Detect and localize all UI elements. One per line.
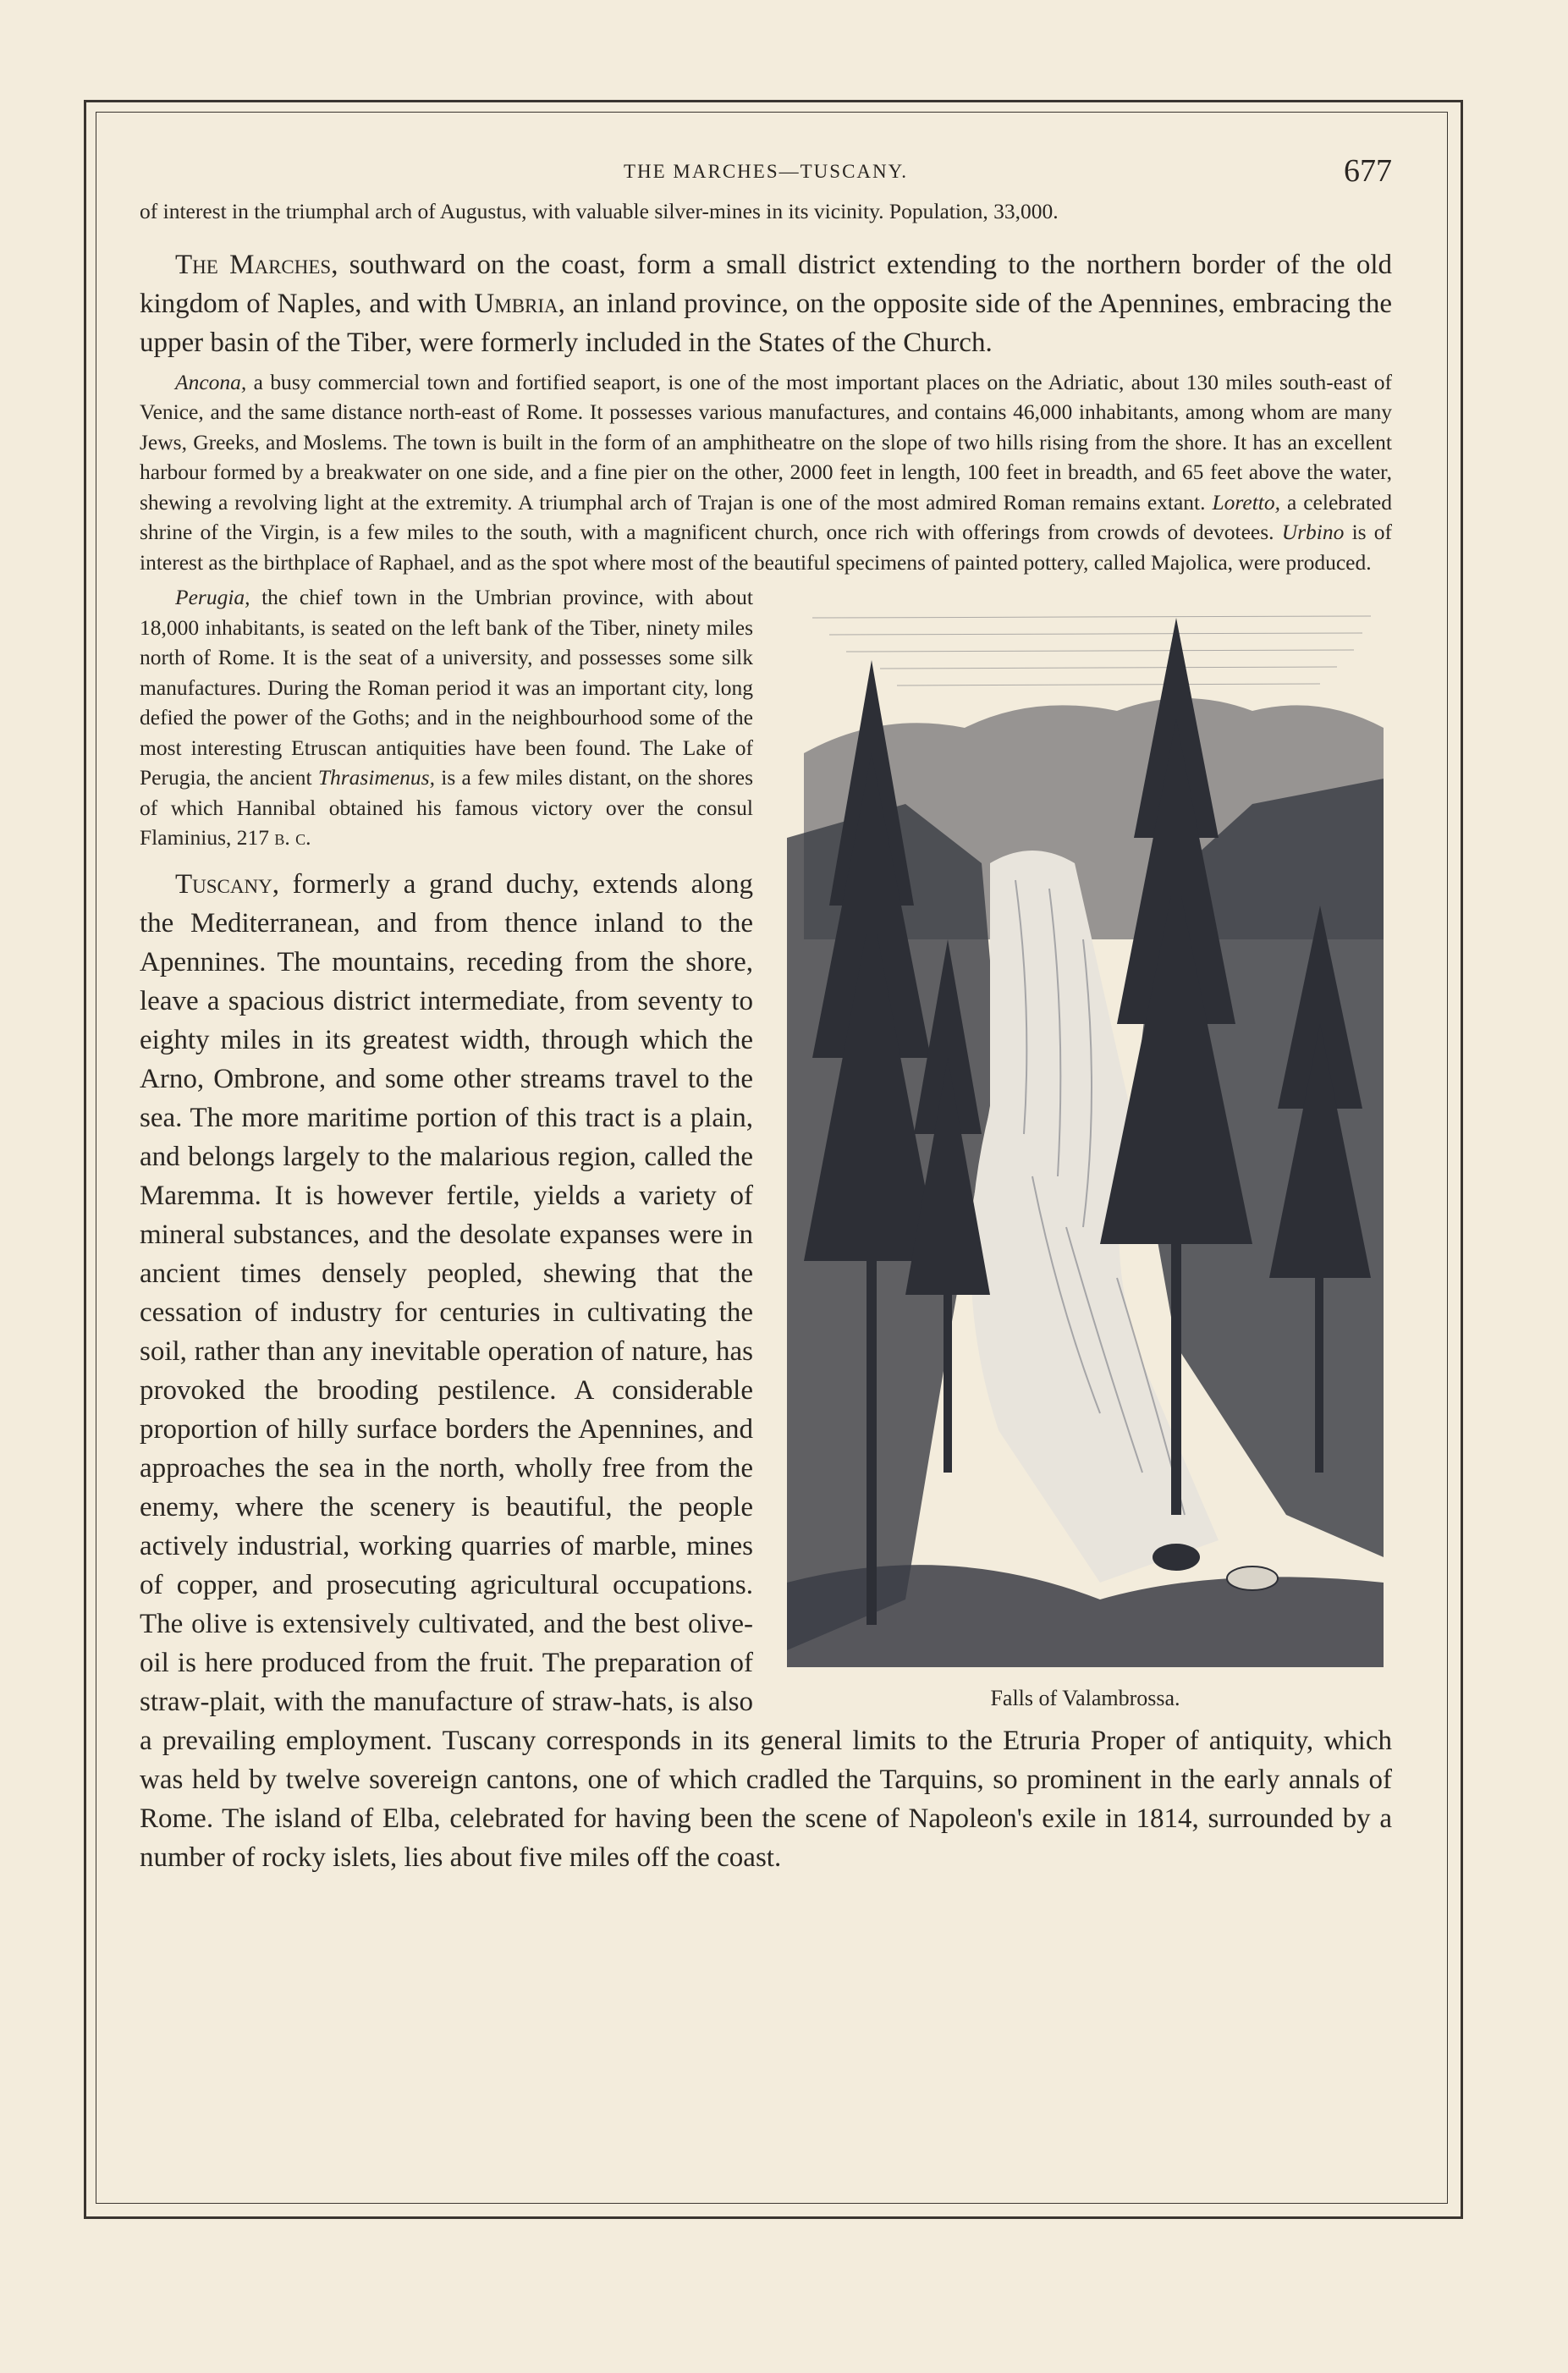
perugia-text-2: is a few miles distant, on the shores of which Hannibal obtained his famous victory over the consul Flaminius, 217 (140, 765, 754, 850)
perugia-name: Perugia, (175, 585, 250, 609)
urbino-text: is of interest as the birthplace of Raphael, and as the spot where most of the beautiful specimens of painted pottery, called Majolica, were produced. (140, 520, 1392, 575)
intro-paragraph (140, 196, 1392, 227)
ancona-name: Ancona, (175, 369, 247, 394)
loretto-name: Loretto, (1212, 489, 1280, 515)
marches-paragraph (140, 245, 1392, 362)
perugia-text: the chief town in the Umbrian province, with about 18,000 inhabitants, is seated on the left bank of the Tiber, ninety miles north of Rome. It is the seat of a university, and possesses some silk manufactures. During the Roman period it was an important city, long defied the power of the Goths; and in the neighbourhood some of the most interesting Etruscan antiquities have been found. The Lake of Perugia, the ancient (140, 585, 753, 790)
waterfall-engraving (778, 584, 1392, 1676)
bc-abbrev: b. c. (274, 825, 311, 850)
ancona-paragraph (140, 367, 1392, 578)
loretto-text: a celebrated shrine of the Virgin, is a few miles to the south, with a magnificent church, once rich with offerings from crowds of devotees. (140, 489, 1392, 544)
tuscany-lead: Tuscany (175, 868, 272, 900)
umbria-term: Umbria (474, 288, 558, 319)
tuscany-text: , formerly a grand duchy, extends along the Mediterranean, and from thence inland to the Apennines. The mountains, receding from the shore, leave a spacious district intermediate, from seventy to eighty miles in its greatest width, through which the Arno, Ombrone, and some other streams travel to the sea. The more maritime portion of this tract is a plain, and belongs largely to the malarious region, called the Maremma. It is however fertile, yields a variety of mineral substances, and the desolate expanses were in ancient times densely peopled, shewing that the cessation of industry for centuries in cultivating the soil, rather than any inevitable operation of nature, has provoked the brooding pestilence. A considerable proportion of hilly surface borders the Apennines, and approaches the sea in the north, wholly free from the enemy, where the scenery is beautiful, the people actively industrial, working quarries of marble, mines of copper, and prosecuting agricultural occupations. The olive is extensively cultivated, and the best olive-oil is here produced from the fruit. The preparation of straw-plait, with the manufacture of straw-hats, is also a prevailing employment. Tuscany corresponds in its general limits to the Etruria Proper of antiquity, which was held by twelve sovereign cantons, one of which cradled the Tarquins, so prominent in the early annals of Rome. The island of Elba, celebrated for having been the scene of Napoleon's exile in 1814, surrounded by a number of rocky islets, lies about five miles off the coast. (140, 868, 1392, 1873)
urbino-name: Urbino (1281, 520, 1345, 544)
marches-lead: The Marches (175, 249, 332, 280)
page-number: 677 (1344, 153, 1392, 189)
marches-text-2: , an inland province, on the opposite side of the Apennines, embracing the upper basin of the Tiber, were formerly included in the States of the Church. (140, 288, 1393, 358)
page-header (140, 152, 1392, 196)
figure-caption: Falls of Valambrossa. (990, 1686, 1180, 1710)
marches-text-1: , southward on the coast, form a small district extending to the northern border of the old kingdom of Naples, and with (140, 249, 1392, 319)
intro-text: of interest in the triumphal arch of Augustus, with valuable silver-mines in its vicinity. Population, 33,000. (140, 199, 1059, 223)
page-content (140, 152, 1392, 1877)
falls-figure (778, 584, 1392, 1711)
thrasimenus-name: Thrasimenus, (317, 765, 435, 790)
running-head: THE MARCHES—TUSCANY. (623, 161, 909, 182)
ancona-text: a busy commercial town and fortified seaport, is one of the most important places on the Adriatic, about 130 miles south-east of Venice, and the same distance north-east of Rome. It possesses various manufactures, and contains 46,000 inhabitants, among whom are many Jews, Greeks, and Moslems. The town is built in the form of an amphitheatre on the slope of two hills rising from the shore. It has an excellent harbour formed by a breakwater on one side, and a fine pier on the other, 2000 feet in length, 100 feet in breadth, and 65 feet above the water, shewing a revolving light at the extremity. A triumphal arch of Trajan is one of the most admired Roman remains extant. (140, 369, 1392, 515)
